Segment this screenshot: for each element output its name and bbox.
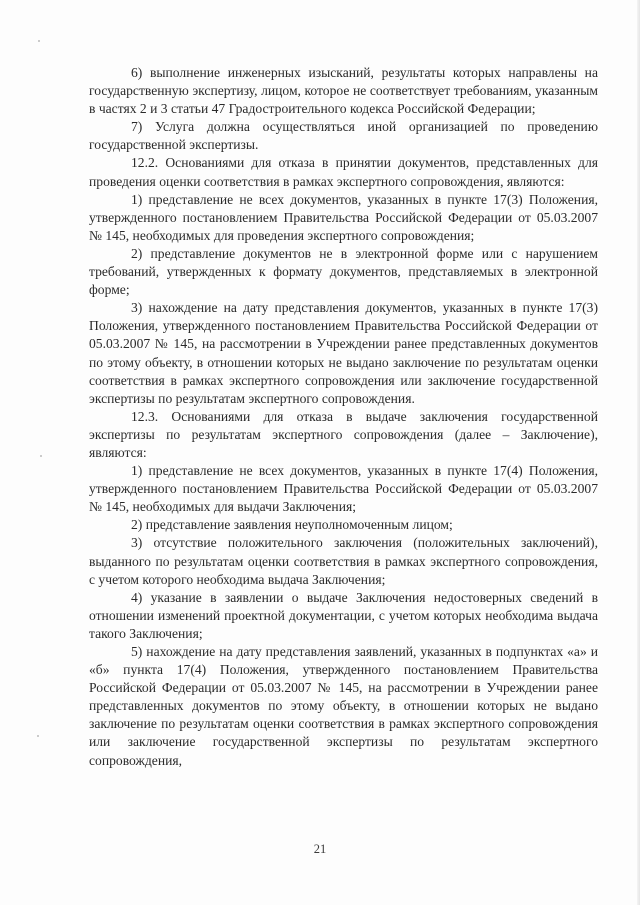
paragraph-12-3-item-3: 3) отсутствие положительного заключения (положительных заключений), выданного по результатам оценки соответствия в рамках экспертного сопровождения, с учетом которого необходима выдача Заключения;: [89, 535, 598, 587]
paragraph-item-7: 7) Услуга должна осуществляться иной организацией по проведению государственной экспертизы.: [89, 119, 598, 153]
scan-speck: [38, 40, 40, 42]
paragraph-12-2-item-2: 2) представление документов не в электронной форме или с нарушением требований, утвержденных к формату документов, представляемых в электронной форме;: [89, 245, 598, 298]
paragraph-12-2-item-1: 1) представление не всех документов, указанных в пункте 17(3) Положения, утвержденного постановлением Правительства Российской Федерации от 05.03.2007 № 145, необходимых для проведения экспертного сопровождения;: [89, 191, 598, 243]
paragraph-12-3-item-4: 4) указание в заявлении о выдаче Заключения недостоверных сведений в отношении изменений проектной документации, с учетом которых необходима выдача такого Заключения;: [89, 589, 598, 641]
scan-speck: [37, 735, 39, 737]
paragraph-12-2-item-3: 3) нахождение на дату представления документов, указанных в пункте 17(3) Положения, утвержденного постановлением Правительства Российской Федерации от 05.03.2007 № 145, на рассмотрении в Учреждении ранее представленных документов по этому объекту, в отношении которых не выдано заключение по результатам оценки соответствия в рамках экспертного сопровождения или заключение государственной экспертизы по результатам экспертного сопровождения.: [89, 300, 598, 406]
paragraph-section-12-3: 12.3. Основаниями для отказа в выдаче заключения государственной экспертизы по результатам экспертного сопровождения (далее – Заключение), являются:: [89, 408, 598, 460]
paragraph-12-3-item-2: 2) представление заявления неуполномоченным лицом;: [131, 517, 453, 533]
paragraph-item-6: 6) выполнение инженерных изысканий, результаты которых направлены на государственную экспертизу, лицом, которое не соответствует требованиям, указанным в частях 2 и 3 статьи 47 Градостроительного кодекса Российской Федерации;: [89, 65, 598, 117]
scan-speck: [40, 455, 42, 457]
paragraph-section-12-2: 12.2. Основаниями для отказа в принятии документов, представленных для проведения оценки соответствия в рамках экспертного сопровождения, являются:: [89, 155, 598, 189]
paragraph-12-3-item-5: 5) нахождение на дату представления заявлений, указанных в подпунктах «а» и «б» пункта 17(4) Положения, утвержденного постановлением Правительства Российской Федерации от 05.03.2007 № 145, на рассмотрении в Учреждении ранее представленных документов по этому объекту, в отношении которых не выдано заключение по результатам оценки соответствия в рамках экспертного сопровождения или заключение государственной экспертизы по результатам экспертного сопровождения,: [89, 644, 598, 768]
paragraph-12-3-item-1: 1) представление не всех документов, указанных в пункте 17(4) Положения, утвержденного постановлением Правительства Российской Федерации от 05.03.2007 № 145, необходимых для выдачи Заключения;: [89, 463, 598, 515]
page-number: 21: [313, 842, 327, 856]
document-body: [89, 64, 598, 770]
